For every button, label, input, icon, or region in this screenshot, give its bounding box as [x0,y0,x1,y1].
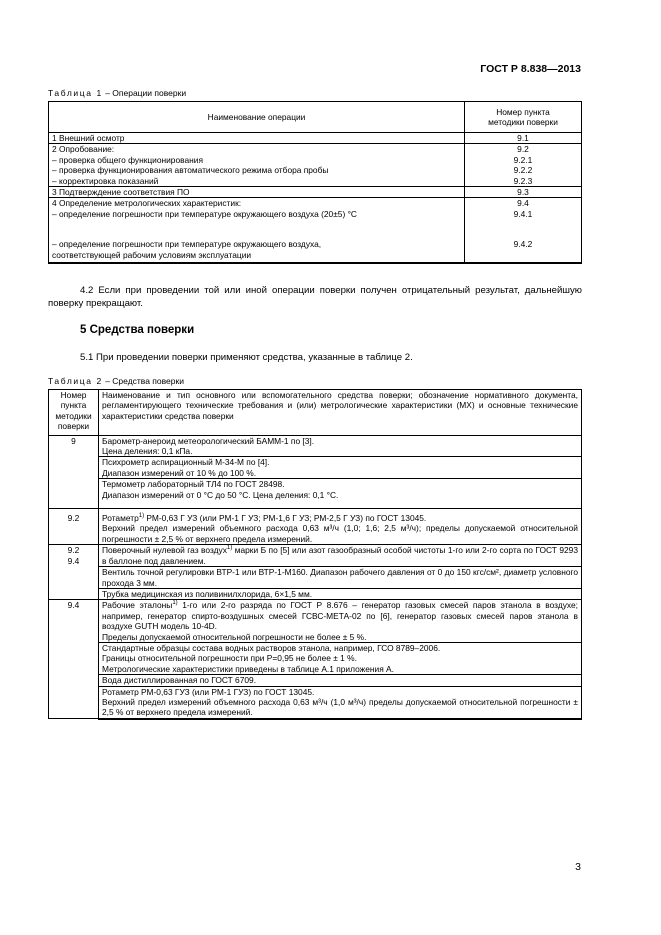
cell-line: соответствующей рабочим условиям эксплуатации [52,249,252,260]
table-cell [99,479,582,509]
table-cell: Трубка медицинская из поливинилхлорида, 6×1,5 мм. [99,588,582,599]
cell-line: 9.4 [517,198,529,209]
cell-line: Диапазон измерений от 10 % до 100 %. [102,467,257,478]
table1-header-row [49,102,582,133]
cell-line: 9.2 [67,545,80,556]
table2-equipment [48,389,582,720]
footnote-mark: 1) [226,545,233,552]
table-cell [465,133,582,144]
text-run: 1-го или 2-го разряда по ГОСТ Р 8.676 – генератор газовых смесей паров этанола в воздухе; например, генератор спирто-воздушных смесей ГСВС-МЕТА-02 по [6], генератор газовых смесей паров этанола в воздухе GUTH модель 10-4D. [102,600,578,632]
table1-caption-label: Таблица 1 [48,88,103,98]
table-row [49,479,582,509]
cell-line: Диапазон измерений от 0 °С до 50 °С. Цена деления: 0,1 °С. [102,489,339,500]
table2-caption-sep: – [102,376,113,386]
footnote-mark: 1) [172,600,178,607]
table-cell [49,133,465,144]
table-cell [49,239,465,263]
table-row [49,133,582,144]
table2-caption [48,376,184,386]
text-run: Рабочие эталоны [102,600,173,611]
cell-line: Барометр-анероид метеорологический БАММ-1 по [3]. [102,435,315,446]
table-row [49,239,582,263]
cell-line: 9.2 [517,144,529,155]
table1-col-clause-b: методики поверки [488,117,558,127]
clause-cell: 9.2 [49,509,99,545]
cell-line: – проверка общего функционирования [52,154,203,165]
table-cell [49,198,465,239]
table-row [49,187,582,198]
cell-line: 4 Определение метрологических характеристик: [52,198,242,209]
table-row [49,457,582,479]
cell-line: Ротаметр РМ-0,63 ГУЗ (или РМ-1 ГУЗ) по ГОСТ 13045. [102,686,315,697]
table-cell [465,198,582,239]
table2-caption-title: Средства поверки [112,376,184,386]
table-cell [49,187,465,198]
paragraph-4-2: 4.2 Если при проведении той или иной операции поверки получен отрицательный результат, дальнейшую поверку прекращают. [48,285,582,309]
cell-line: 9.2.1 [513,154,533,165]
footnote-mark: 1) [138,513,145,520]
table-cell [465,187,582,198]
cell-line: – проверка функционирования автоматического режима отбора пробы [52,165,329,176]
cell-line: 9.4.1 [513,208,533,219]
document-code: ГОСТ Р 8.838—2013 [480,63,581,75]
cell-line: 3 Подтверждение соответствия ПО [52,187,190,198]
table-cell [99,509,582,545]
cell-line: 9.1 [517,133,529,143]
page-number: 3 [575,861,581,873]
table-row [49,567,582,589]
cell-line: 9.4 [67,555,80,566]
table-row [49,198,582,239]
cell-line: Цена деления: 0,1 кПа. [102,446,193,457]
cell-line: 9.4.2 [513,239,533,250]
table-row [49,509,582,545]
table2-col-equipment: Наименование и тип основного или вспомогательного средства поверки; обозначение нормативного документа, регламентирующего технические требования и (или) метрологические характеристики (МХ) и основные технические характеристики средства поверки [99,390,582,436]
section-5-title: 5 Средства поверки [80,324,195,336]
table-cell [465,239,582,263]
table-cell: Вентиль точной регулировки ВТР-1 или ВТР-1-М160. Диапазон рабочего давления от 0 до 150 кгс/см², диаметр условного прохода 3 мм. [99,567,582,589]
table1-col-clause [465,102,582,133]
table1-caption-title: Операции поверки [112,88,187,98]
cell-line: Стандартные образцы состава водных растворов этанола, например, ГСО 8789–2006. [102,642,441,653]
table1-col-clause-a: Номер пункта [496,106,550,117]
text-run: РМ-0,63 Г УЗ (или РМ-1 Г УЗ; РМ-1,6 Г УЗ; РМ-2,5 Г УЗ) по ГОСТ 13045. [144,513,427,524]
table-row [49,588,582,599]
table-row [49,600,582,643]
text-run: Ротаметр [102,513,139,524]
table-row [49,144,582,187]
table1-col-operation: Наименование операции [49,102,465,133]
clause-cell [49,545,99,600]
table1-operations [48,101,582,264]
cell-line: – корректировка показаний [52,175,159,186]
cell-line: Термометр лабораторный ТЛ4 по ГОСТ 28498. [102,479,285,490]
table1-caption [48,88,186,98]
cell-line: Пределы допускаемой относительной погрешности не более ± 5 %. [102,631,367,642]
cell-line: Верхний предел измерений объемного расхода 0,63 м³/ч (1,0; 1,6; 2,5 м³/ч); пределы допускаемой относительной погрешности ± 2,5 % от верхнего предела измерений. [102,523,578,544]
cell-line [102,600,578,631]
table-cell [99,457,582,479]
table-cell [99,600,582,643]
clause-cell: 9 [49,435,99,508]
cell-line: – определение погрешности при температуре окружающего воздуха, [52,239,322,250]
cell-line: 9.2.2 [513,165,533,176]
cell-line: Психрометр аспирационный М-34-М по [4]. [102,457,270,468]
table-cell [49,144,465,187]
cell-line: 2 Опробование: [52,144,115,155]
table2-caption-label: Таблица 2 [48,376,103,386]
table-cell [99,686,582,719]
table-row [49,675,582,686]
clause-cell: 9.4 [49,600,99,719]
table2-header-row [49,390,582,436]
table-cell: Вода дистиллированная по ГОСТ 6709. [99,675,582,686]
table-row [49,545,582,567]
cell-line: Верхний предел измерений объемного расхода 0,63 м³/ч (1,0 м³/ч) пределы допускаемой относительной погрешности ± 2,5 % от верхнего предела измерений. [102,696,578,718]
table1-caption-sep: – [102,88,113,98]
cell-line: Метрологические характеристики приведены в таблице А.1 приложения А. [102,663,394,674]
table2-col-clause: Номер пункта методики поверки [49,390,99,436]
table-cell [99,545,582,567]
table-row [49,686,582,719]
text-run: марки Б по [5] или азот газообразный особой чистоты 1-го или 2-го сорта по ГОСТ 9293 в баллоне под давлением. [102,545,578,566]
cell-line [102,513,578,523]
cell-line: 1 Внешний осмотр [52,133,125,143]
table-row [49,642,582,674]
table-cell [99,435,582,457]
text-run: Поверочный нулевой газ воздух [102,545,227,556]
cell-line: 9.3 [517,187,529,198]
table-cell [99,642,582,674]
paragraph-5-1: 5.1 При проведении поверки применяют средства, указанные в таблице 2. [80,352,413,363]
cell-line: Границы относительной погрешности при Р=0,95 не более ± 1 %. [102,653,357,664]
cell-line: – определение погрешности при температуре окружающего воздуха (20±5) °С [52,208,357,219]
table-row [49,435,582,457]
table-cell [465,144,582,187]
cell-line: 9.2.3 [513,175,533,186]
